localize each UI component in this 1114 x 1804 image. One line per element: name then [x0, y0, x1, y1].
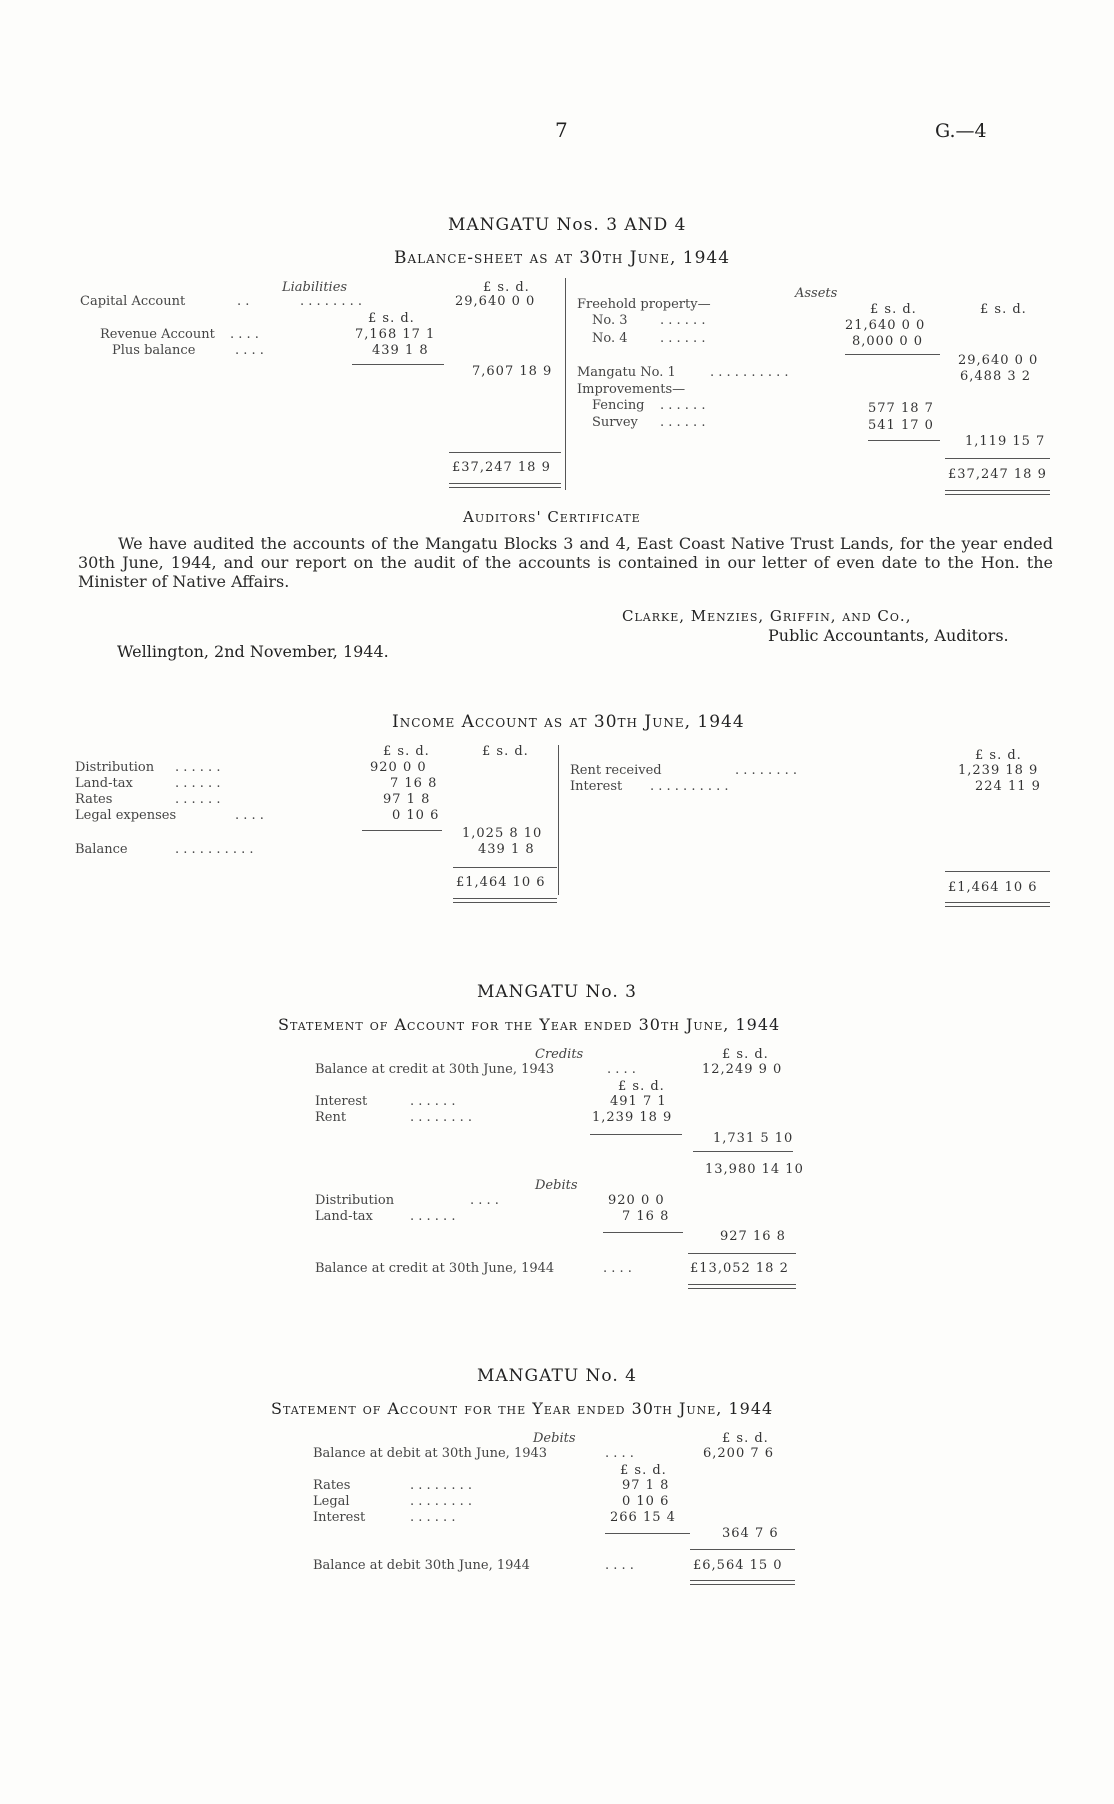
mangatu3-title: MANGATU No. 3 — [477, 982, 637, 1002]
mangatu4-title: MANGATU No. 4 — [477, 1366, 637, 1386]
mangatu3-landtax-value: 7 16 8 — [622, 1209, 670, 1224]
page-number: 7 — [555, 118, 568, 142]
assets-lsd-header: £ s. d. — [870, 302, 917, 317]
mangatu1-dots: . . . . . . . . . . — [710, 365, 789, 380]
fencing-dots: . . . . . . — [660, 398, 706, 413]
rent-received-label: Rent received — [570, 763, 662, 778]
mangatu1-value: 6,488 3 2 — [960, 369, 1032, 384]
fencing-value: 577 18 7 — [868, 401, 934, 416]
legal-expenses-value: 0 10 6 — [392, 808, 440, 823]
freehold-no4-value: 8,000 0 0 — [852, 334, 924, 349]
revenue-total: 7,607 18 9 — [472, 364, 553, 379]
mangatu4-rates-label: Rates — [313, 1478, 351, 1493]
capital-account-dots: . . . . . . . . — [300, 294, 362, 309]
double-rule — [690, 1584, 795, 1585]
mangatu3-closing-dots: . . . . — [603, 1261, 632, 1276]
income-interest-label: Interest — [570, 779, 623, 794]
freehold-no4-dots: . . . . . . — [660, 331, 706, 346]
rent-received-value: 1,239 18 9 — [958, 763, 1039, 778]
mangatu3-distribution-dots: . . . . — [470, 1193, 499, 1208]
mangatu4-opening-dots: . . . . — [605, 1446, 634, 1461]
mangatu4-subtitle: Statement of Account for the Year ended 30th June, 1944 — [271, 1399, 774, 1418]
double-rule — [945, 902, 1050, 903]
liabilities-lsd-header: £ s. d. — [483, 280, 530, 295]
mangatu4-rates-value: 97 1 8 — [622, 1478, 670, 1493]
mangatu4-interest-value: 266 15 4 — [610, 1510, 676, 1525]
income-interest-value: 224 11 9 — [975, 779, 1041, 794]
rent-received-dots: . . . . . . . . — [735, 763, 797, 778]
revenue-account-label: Revenue Account — [100, 327, 215, 342]
mangatu3-rent-dots: . . . . . . . . — [410, 1110, 472, 1125]
revenue-account-value: 7,168 17 1 — [355, 327, 436, 342]
income-account-title: Income Account as at 30th June, 1944 — [392, 712, 745, 732]
rule — [449, 452, 561, 453]
revenue-lsd-header: £ s. d. — [368, 311, 415, 326]
mangatu4-interest-dots: . . . . . . — [410, 1510, 456, 1525]
freehold-no3-dots: . . . . . . — [660, 313, 706, 328]
double-rule — [688, 1284, 796, 1285]
mangatu1-label: Mangatu No. 1 — [577, 365, 676, 380]
mangatu3-opening-value: 12,249 9 0 — [702, 1062, 783, 1077]
certificate-text — [78, 534, 1053, 591]
mangatu3-sub-lsd-header: £ s. d. — [618, 1079, 665, 1094]
mangatu3-closing-label: Balance at credit at 30th June, 1944 — [315, 1261, 555, 1276]
assets-heading: Assets — [795, 286, 838, 301]
balance-sheet-title: MANGATU Nos. 3 AND 4 — [448, 215, 687, 235]
double-rule — [453, 902, 557, 903]
revenue-account-dots: . . . . — [230, 327, 259, 342]
distribution-value: 920 0 0 — [370, 760, 427, 775]
balance-label: Balance — [75, 842, 128, 857]
capital-account-label: Capital Account — [80, 294, 186, 309]
land-tax-value: 7 16 8 — [390, 776, 438, 791]
rates-label: Rates — [75, 792, 113, 807]
mangatu3-rent-label: Rent — [315, 1110, 347, 1125]
certificate-body: We have audited the accounts of the Mangatu Blocks 3 and 4, East Coast Native Trust Lands, for the year ended 30th June, 1944, and our report on the audit of the accounts is contained in our letter of even date to the Hon. the Minister of Native Affairs. — [78, 534, 1053, 591]
mangatu4-debits-total: 364 7 6 — [722, 1526, 779, 1541]
mangatu3-credits-total: 1,731 5 10 — [713, 1131, 794, 1146]
income-lsd-header: £ s. d. — [383, 744, 430, 759]
mangatu4-legal-label: Legal — [313, 1494, 350, 1509]
double-rule — [688, 1288, 796, 1289]
balance-sheet-subtitle: Balance-sheet as at 30th June, 1944 — [394, 248, 731, 268]
freehold-no3-label: No. 3 — [592, 313, 628, 328]
double-rule — [449, 487, 561, 488]
place-and-date: Wellington, 2nd November, 1944. — [117, 642, 389, 661]
mangatu3-rent-value: 1,239 18 9 — [592, 1110, 673, 1125]
land-tax-label: Land-tax — [75, 776, 133, 791]
income-interest-dots: . . . . . . . . . . — [650, 779, 729, 794]
improvements-total: 1,119 15 7 — [965, 434, 1046, 449]
mangatu4-rates-dots: . . . . . . . . — [410, 1478, 472, 1493]
mangatu3-landtax-dots: . . . . . . — [410, 1209, 456, 1224]
income-credit-lsd-header: £ s. d. — [975, 748, 1022, 763]
distribution-dots: . . . . . . — [175, 760, 221, 775]
column-divider — [565, 278, 566, 490]
mangatu4-closing-label: Balance at debit 30th June, 1944 — [313, 1558, 530, 1573]
mangatu3-subtotal: 13,980 14 10 — [705, 1162, 804, 1177]
rule — [945, 458, 1050, 459]
mangatu3-debits-total: 927 16 8 — [720, 1229, 786, 1244]
double-rule — [449, 483, 561, 484]
assets-total: £37,247 18 9 — [948, 467, 1047, 482]
mangatu3-interest-label: Interest — [315, 1094, 368, 1109]
mangatu4-closing-dots: . . . . — [605, 1558, 634, 1573]
mangatu4-opening-value: 6,200 7 6 — [703, 1446, 775, 1461]
fencing-label: Fencing — [592, 398, 645, 413]
double-rule — [945, 494, 1050, 495]
capital-account-dots: . . — [237, 294, 250, 309]
mangatu4-closing-value: £6,564 15 0 — [693, 1558, 783, 1573]
double-rule — [690, 1580, 795, 1581]
freehold-total: 29,640 0 0 — [958, 353, 1039, 368]
mangatu3-landtax-label: Land-tax — [315, 1209, 373, 1224]
improvements-label: Improvements— — [577, 382, 686, 397]
column-divider — [558, 745, 559, 895]
income-debit-total: £1,464 10 6 — [456, 875, 546, 890]
mangatu4-debits-heading: Debits — [533, 1431, 576, 1446]
capital-account-value: 29,640 0 0 — [455, 294, 536, 309]
mangatu3-lsd-header: £ s. d. — [722, 1047, 769, 1062]
mangatu3-subtitle: Statement of Account for the Year ended 30th June, 1944 — [278, 1015, 781, 1034]
rates-dots: . . . . . . — [175, 792, 221, 807]
income-credit-total: £1,464 10 6 — [948, 880, 1038, 895]
mangatu3-debits-heading: Debits — [535, 1178, 578, 1193]
balance-dots: . . . . . . . . . . — [175, 842, 254, 857]
freehold-label: Freehold property— — [577, 297, 711, 312]
auditor-firm: Clarke, Menzies, Griffin, and Co., — [622, 607, 912, 625]
mangatu3-distribution-label: Distribution — [315, 1193, 395, 1208]
rule — [352, 364, 444, 365]
mangatu4-opening-label: Balance at debit at 30th June, 1943 — [313, 1446, 548, 1461]
expenses-total: 1,025 8 10 — [462, 826, 543, 841]
freehold-no3-value: 21,640 0 0 — [845, 318, 926, 333]
plus-balance-label: Plus balance — [112, 343, 196, 358]
rates-value: 97 1 8 — [383, 792, 431, 807]
survey-dots: . . . . . . — [660, 415, 706, 430]
mangatu3-interest-dots: . . . . . . — [410, 1094, 456, 1109]
certificate-title: Auditors' Certificate — [463, 508, 641, 526]
mangatu4-lsd-header: £ s. d. — [722, 1431, 769, 1446]
assets-lsd-header: £ s. d. — [980, 302, 1027, 317]
mangatu3-distribution-value: 920 0 0 — [608, 1193, 665, 1208]
rule — [868, 440, 940, 441]
mangatu3-closing-value: £13,052 18 2 — [690, 1261, 789, 1276]
mangatu3-opening-dots: . . . . — [607, 1062, 636, 1077]
plus-balance-dots: . . . . — [235, 343, 264, 358]
plus-balance-value: 439 1 8 — [372, 343, 429, 358]
rule — [590, 1134, 682, 1135]
double-rule — [945, 490, 1050, 491]
rule — [845, 354, 940, 355]
legal-expenses-dots: . . . . — [235, 808, 264, 823]
land-tax-dots: . . . . . . — [175, 776, 221, 791]
rule — [453, 867, 557, 868]
legal-expenses-label: Legal expenses — [75, 808, 177, 823]
rule — [603, 1232, 683, 1233]
liabilities-heading: Liabilities — [282, 280, 348, 295]
mangatu4-interest-label: Interest — [313, 1510, 366, 1525]
survey-value: 541 17 0 — [868, 418, 934, 433]
rule — [362, 830, 442, 831]
liabilities-total: £37,247 18 9 — [452, 460, 551, 475]
double-rule — [945, 906, 1050, 907]
rule — [690, 1549, 795, 1550]
mangatu3-credits-heading: Credits — [535, 1047, 584, 1062]
rule — [688, 1253, 796, 1254]
double-rule — [453, 898, 557, 899]
mangatu4-legal-dots: . . . . . . . . — [410, 1494, 472, 1509]
balance-value: 439 1 8 — [478, 842, 535, 857]
mangatu3-opening-label: Balance at credit at 30th June, 1943 — [315, 1062, 555, 1077]
mangatu4-sub-lsd-header: £ s. d. — [620, 1463, 667, 1478]
distribution-label: Distribution — [75, 760, 155, 775]
survey-label: Survey — [592, 415, 638, 430]
freehold-no4-label: No. 4 — [592, 331, 628, 346]
rule — [605, 1533, 690, 1534]
document-reference: G.—4 — [935, 120, 987, 142]
mangatu4-legal-value: 0 10 6 — [622, 1494, 670, 1509]
mangatu3-interest-value: 491 7 1 — [610, 1094, 667, 1109]
rule — [945, 871, 1050, 872]
auditor-role: Public Accountants, Auditors. — [768, 626, 1009, 645]
income-lsd-header: £ s. d. — [482, 744, 529, 759]
rule — [693, 1151, 793, 1152]
